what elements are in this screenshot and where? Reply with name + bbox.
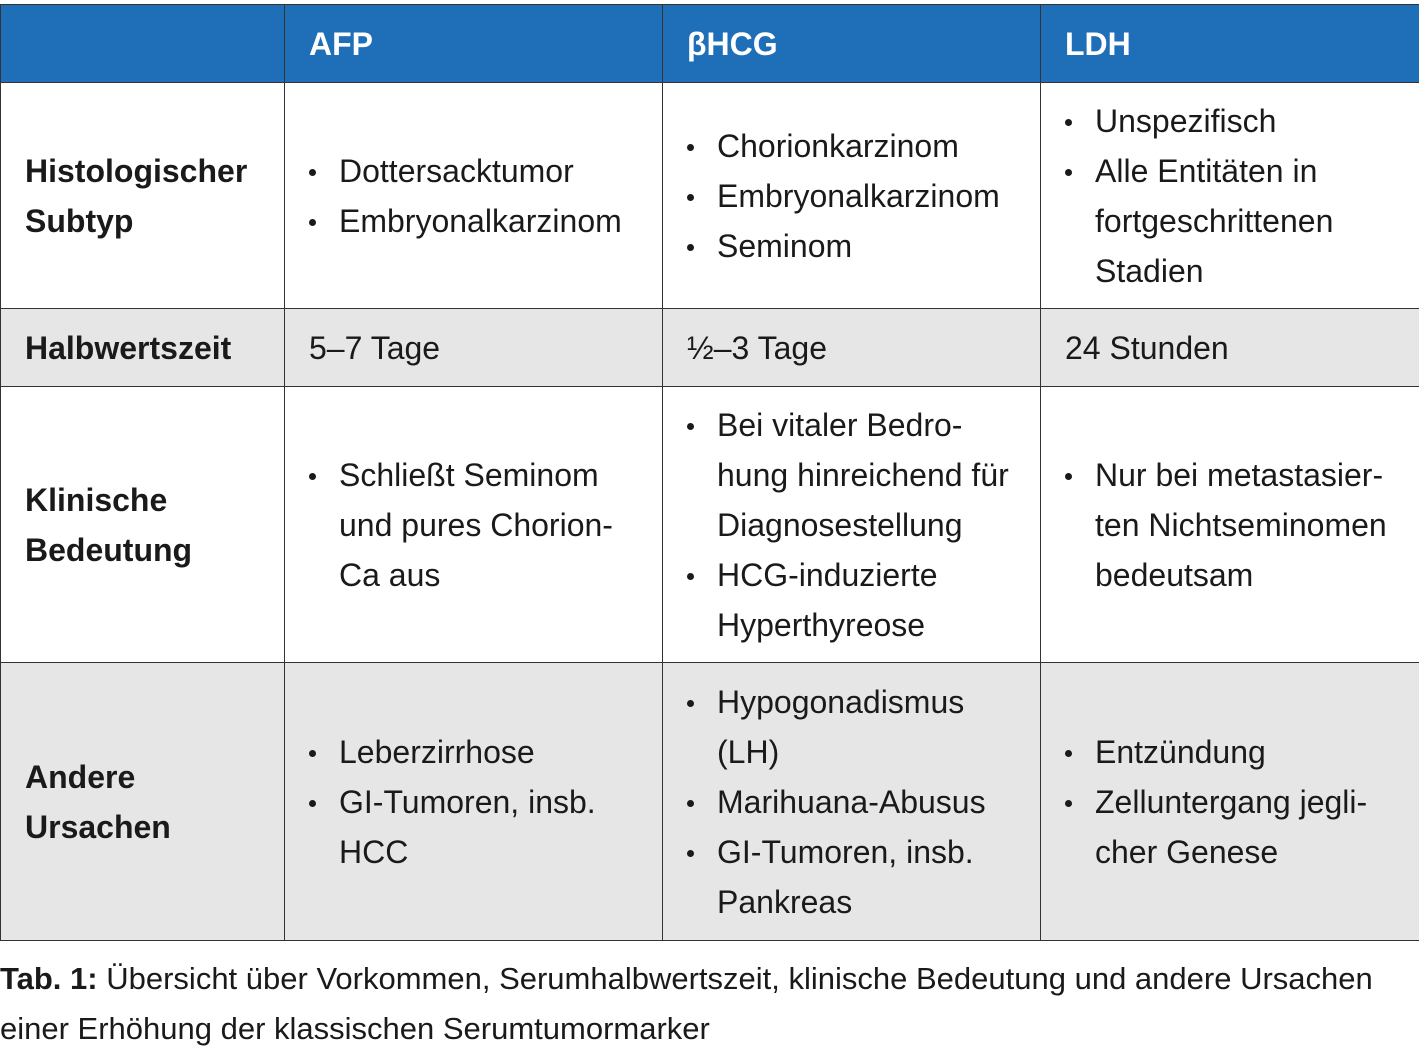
cell-histologischer-subtyp-ldh: [1041, 83, 1419, 309]
cell-klinische-bedeutung-ldh: [1041, 387, 1419, 663]
bullet-list: [309, 450, 646, 600]
bullet-list: [1065, 96, 1403, 296]
cell-halbwertszeit-bhcg: ½–3 Tage: [663, 309, 1041, 387]
list-item: Entzündung: [1065, 727, 1403, 777]
list-item: Embryonalkarzinom: [309, 196, 646, 246]
header-corner-cell: [1, 5, 285, 83]
tumor-marker-table: [0, 4, 1419, 941]
cell-klinische-bedeutung-afp: [285, 387, 663, 663]
bullet-list: [1065, 450, 1403, 600]
header-bhcg: βHCG: [663, 5, 1041, 83]
header-ldh: LDH: [1041, 5, 1419, 83]
table-header-row: [1, 5, 1419, 83]
row-label-line: Subtyp: [25, 202, 134, 239]
row-label-andere-ursachen: [1, 663, 285, 941]
list-item: Leberzirrhose: [309, 727, 646, 777]
bullet-list: [687, 121, 1024, 271]
cell-klinische-bedeutung-bhcg: [663, 387, 1041, 663]
cell-andere-ursachen-afp: [285, 663, 663, 941]
list-item: Dottersacktumor: [309, 146, 646, 196]
bullet-list: [309, 146, 646, 246]
cell-andere-ursachen-bhcg: [663, 663, 1041, 941]
caption-label: Tab. 1:: [0, 961, 98, 996]
list-item: Alle Entitäten in fortgeschrittenen Stadien: [1065, 146, 1403, 296]
row-klinische-bedeutung: [1, 387, 1419, 663]
row-label-line: Bedeutung: [25, 531, 193, 568]
list-item: Embryonalkarzinom: [687, 171, 1024, 221]
cell-halbwertszeit-afp: 5–7 Tage: [285, 309, 663, 387]
list-item: Chorionkarzinom: [687, 121, 1024, 171]
header-afp: AFP: [285, 5, 663, 83]
row-histologischer-subtyp: [1, 83, 1419, 309]
row-label-line: Histologischer: [25, 152, 248, 189]
row-label-histologischer-subtyp: [1, 83, 285, 309]
list-item: Hypogonadismus (LH): [687, 677, 1024, 777]
list-item: HCG-induzierte Hyperthyreose: [687, 550, 1024, 650]
cell-andere-ursachen-ldh: [1041, 663, 1419, 941]
row-label-line: Ursachen: [25, 808, 171, 845]
bullet-list: [687, 400, 1024, 650]
row-halbwertszeit: [1, 309, 1419, 387]
bullet-list: [309, 727, 646, 877]
table-caption: [0, 954, 1419, 1054]
list-item: GI-Tumoren, insb. Pankreas: [687, 827, 1024, 927]
list-item: Bei vitaler Bedro-hung hinreichend für Diagnosestellung: [687, 400, 1024, 550]
row-label-klinische-bedeutung: [1, 387, 285, 663]
row-andere-ursachen: [1, 663, 1419, 941]
cell-histologischer-subtyp-afp: [285, 83, 663, 309]
bullet-list: [687, 677, 1024, 927]
list-item: Nur bei metastasier-ten Nichtseminomen bedeutsam: [1065, 450, 1403, 600]
caption-text: Übersicht über Vorkommen, Serumhalbwertszeit, klinische Bedeutung und andere Ursachen einer Erhöhung der klassischen Serumtumormarker: [0, 961, 1373, 1046]
list-item: Unspezifisch: [1065, 96, 1403, 146]
list-item: Zelluntergang jegli-cher Genese: [1065, 777, 1403, 877]
list-item: Marihuana-Abusus: [687, 777, 1024, 827]
bullet-list: [1065, 727, 1403, 877]
list-item: Schließt Seminom und pures Chorion-Ca aus: [309, 450, 646, 600]
row-label-line: Andere: [25, 758, 136, 795]
cell-histologischer-subtyp-bhcg: [663, 83, 1041, 309]
cell-halbwertszeit-ldh: 24 Stunden: [1041, 309, 1419, 387]
row-label-line: Klinische: [25, 481, 168, 518]
row-label-halbwertszeit: Halbwertszeit: [1, 309, 285, 387]
list-item: GI-Tumoren, insb. HCC: [309, 777, 646, 877]
list-item: Seminom: [687, 221, 1024, 271]
